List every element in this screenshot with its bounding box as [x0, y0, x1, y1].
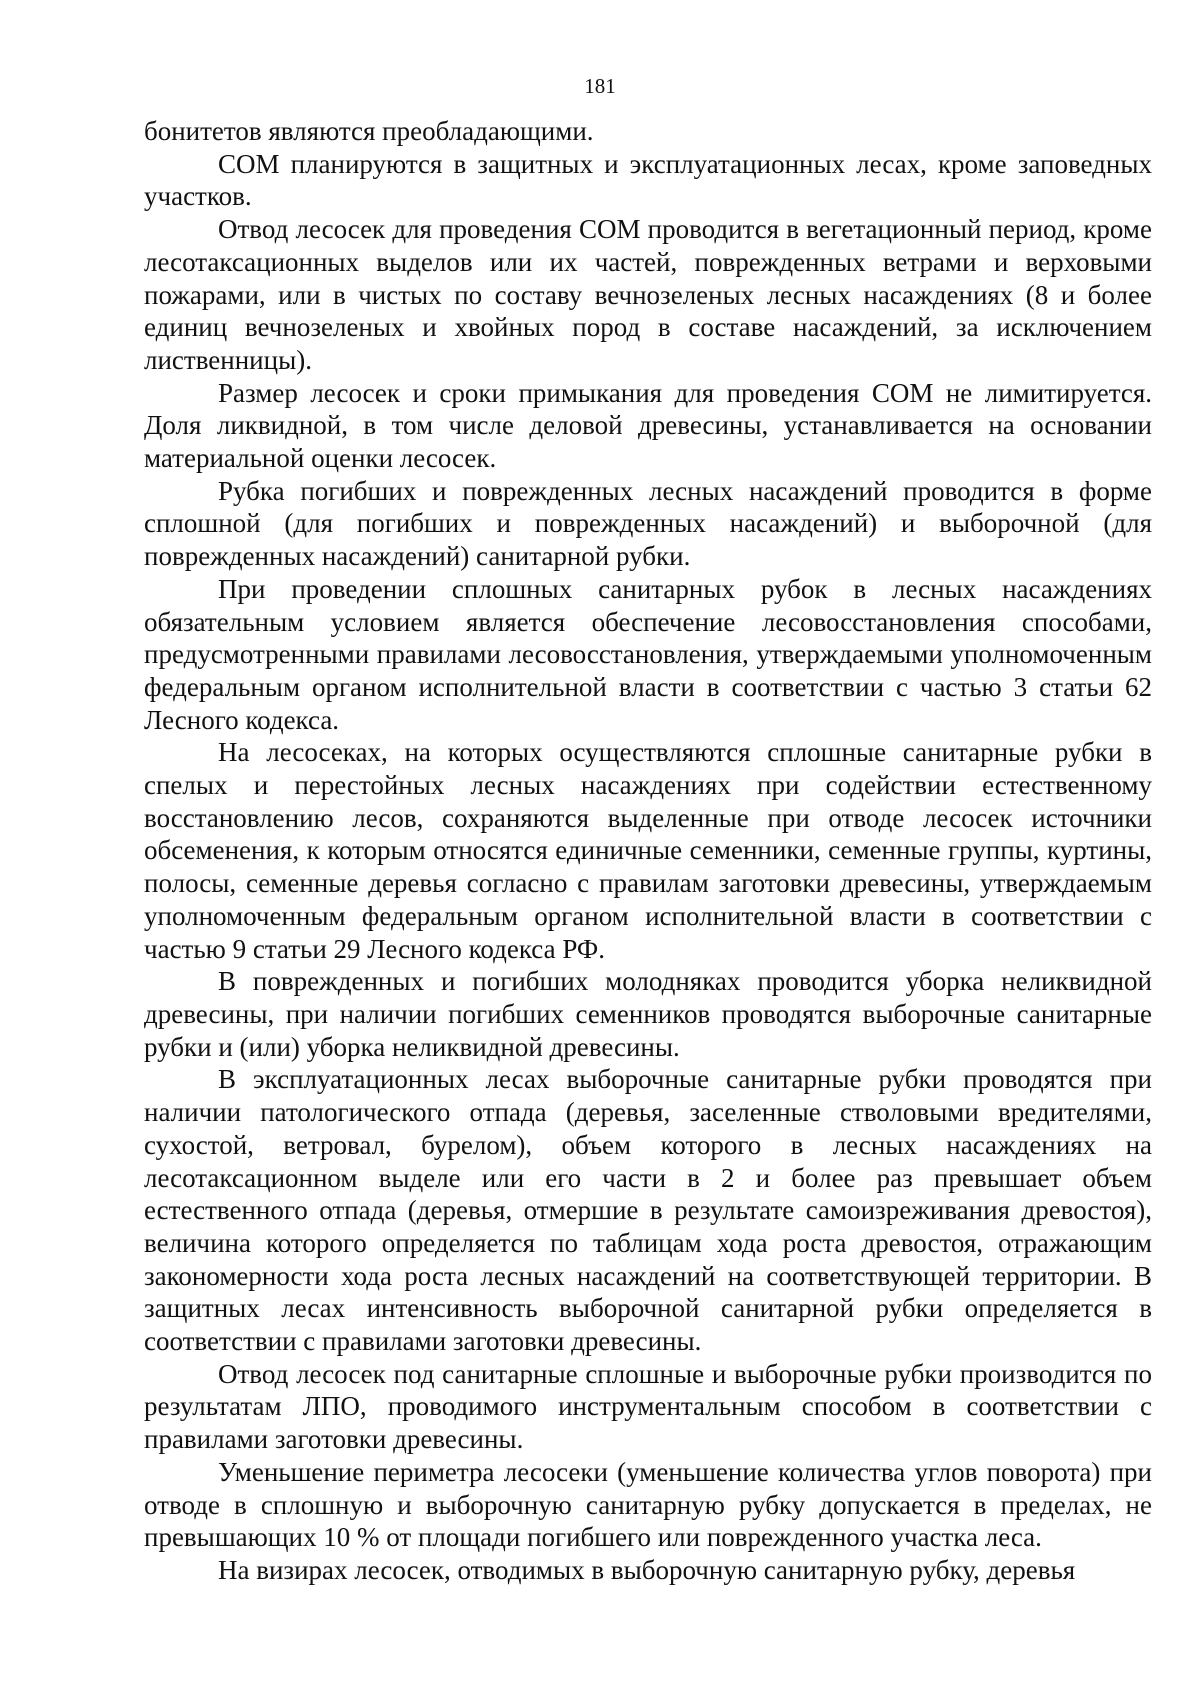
paragraph-allocation-lpo: Отвод лесосек под санитарные сплошные и выборочные рубки производится по результатам ЛПО, проводимого инструментальным способом в соответствии с правилами заготовки древесины. [144, 1358, 1152, 1455]
paragraph-som-allocation: Отвод лесосек для проведения СОМ проводится в вегетационный период, кроме лесотаксационных выделов или их частей, поврежденных ветрами и верховыми пожарами, или в чистых по составу вечнозеленых лесных насаждениях (8 и более единиц вечнозеленых и хвойных пород в составе насаждений, за исключением лиственницы). [144, 214, 1152, 375]
paragraph-som-size: Размер лесосек и сроки примыкания для проведения СОМ не лимитируется. Доля ликвидной, в том числе деловой древесины, устанавливается на основании материальной оценки лесосек. [144, 377, 1152, 474]
paragraph-selective-felling: В эксплуатационных лесах выборочные санитарные рубки проводятся при наличии патологического отпада (деревья, заселенные стволовыми вредителями, сухостой, ветровал, бурелом), объем которого в лесных насаждениях на лесотаксационном выделе или его части в 2 и более раз превышает объем естественного отпада (деревья, отмершие в результате самоизреживания древостоя), величина которого определяется по таблицам хода роста древостоя, отражающим закономерности хода роста лесных насаждений на соответствующей территории. В защитных лесах интенсивность выборочной санитарной рубки определяется в соответствии с правилами заготовки древесины. [144, 1064, 1152, 1357]
paragraph-continuation: бонитетов являются преобладающими. [144, 116, 594, 146]
page-number: 181 [584, 74, 616, 98]
paragraph-young-stands: В поврежденных и погибших молодняках проводится уборка неликвидной древесины, при наличии погибших семенников проводятся выборочные санитарные рубки и (или) уборка неликвидной древесины. [144, 966, 1152, 1062]
paragraph-seed-sources: На лесосеках, на которых осуществляются сплошные санитарные рубки в спелых и перестойных лесных насаждениях при содействии естественному восстановлению лесов, сохраняются выделенные при отводе лесосек источники обсеменения, к которым относятся единичные семенники, семенные группы, куртины, полосы, семенные деревья согласно с правилам заготовки древесины, утверждаемым уполномоченным федеральным органом исполнительной власти в соответствии с частью 9 статьи 29 Лесного кодекса РФ. [144, 737, 1152, 964]
paragraph-clear-felling-condition: При проведении сплошных санитарных рубок в лесных насаждениях обязательным условием является обеспечение лесовосстановления способами, предусмотренными правилами лесовосстановления, утверждаемыми уполномоченным федеральным органом исполнительной власти в соответствии с частью 3 статьи 62 Лесного кодекса. [144, 573, 1152, 735]
paragraph-som-planning: СОМ планируются в защитных и эксплуатационных лесах, кроме заповедных участков. [144, 148, 1152, 212]
paragraph-perimeter-reduction: Уменьшение периметра лесосеки (уменьшение количества углов поворота) при отводе в сплошную и выборочную санитарную рубку допускается в пределах, не превышающих 10 % от площади погибшего или поврежденного участка леса. [144, 1456, 1152, 1553]
paragraph-sanitary-felling-forms: Рубка погибших и поврежденных лесных насаждений проводится в форме сплошной (для погибших и поврежденных насаждений) и выборочной (для поврежденных насаждений) санитарной рубки. [144, 475, 1152, 572]
document-body [144, 115, 1152, 1587]
paragraph-sight-lines: На визирах лесосек, отводимых в выборочную санитарную рубку, деревья [218, 1554, 1076, 1585]
